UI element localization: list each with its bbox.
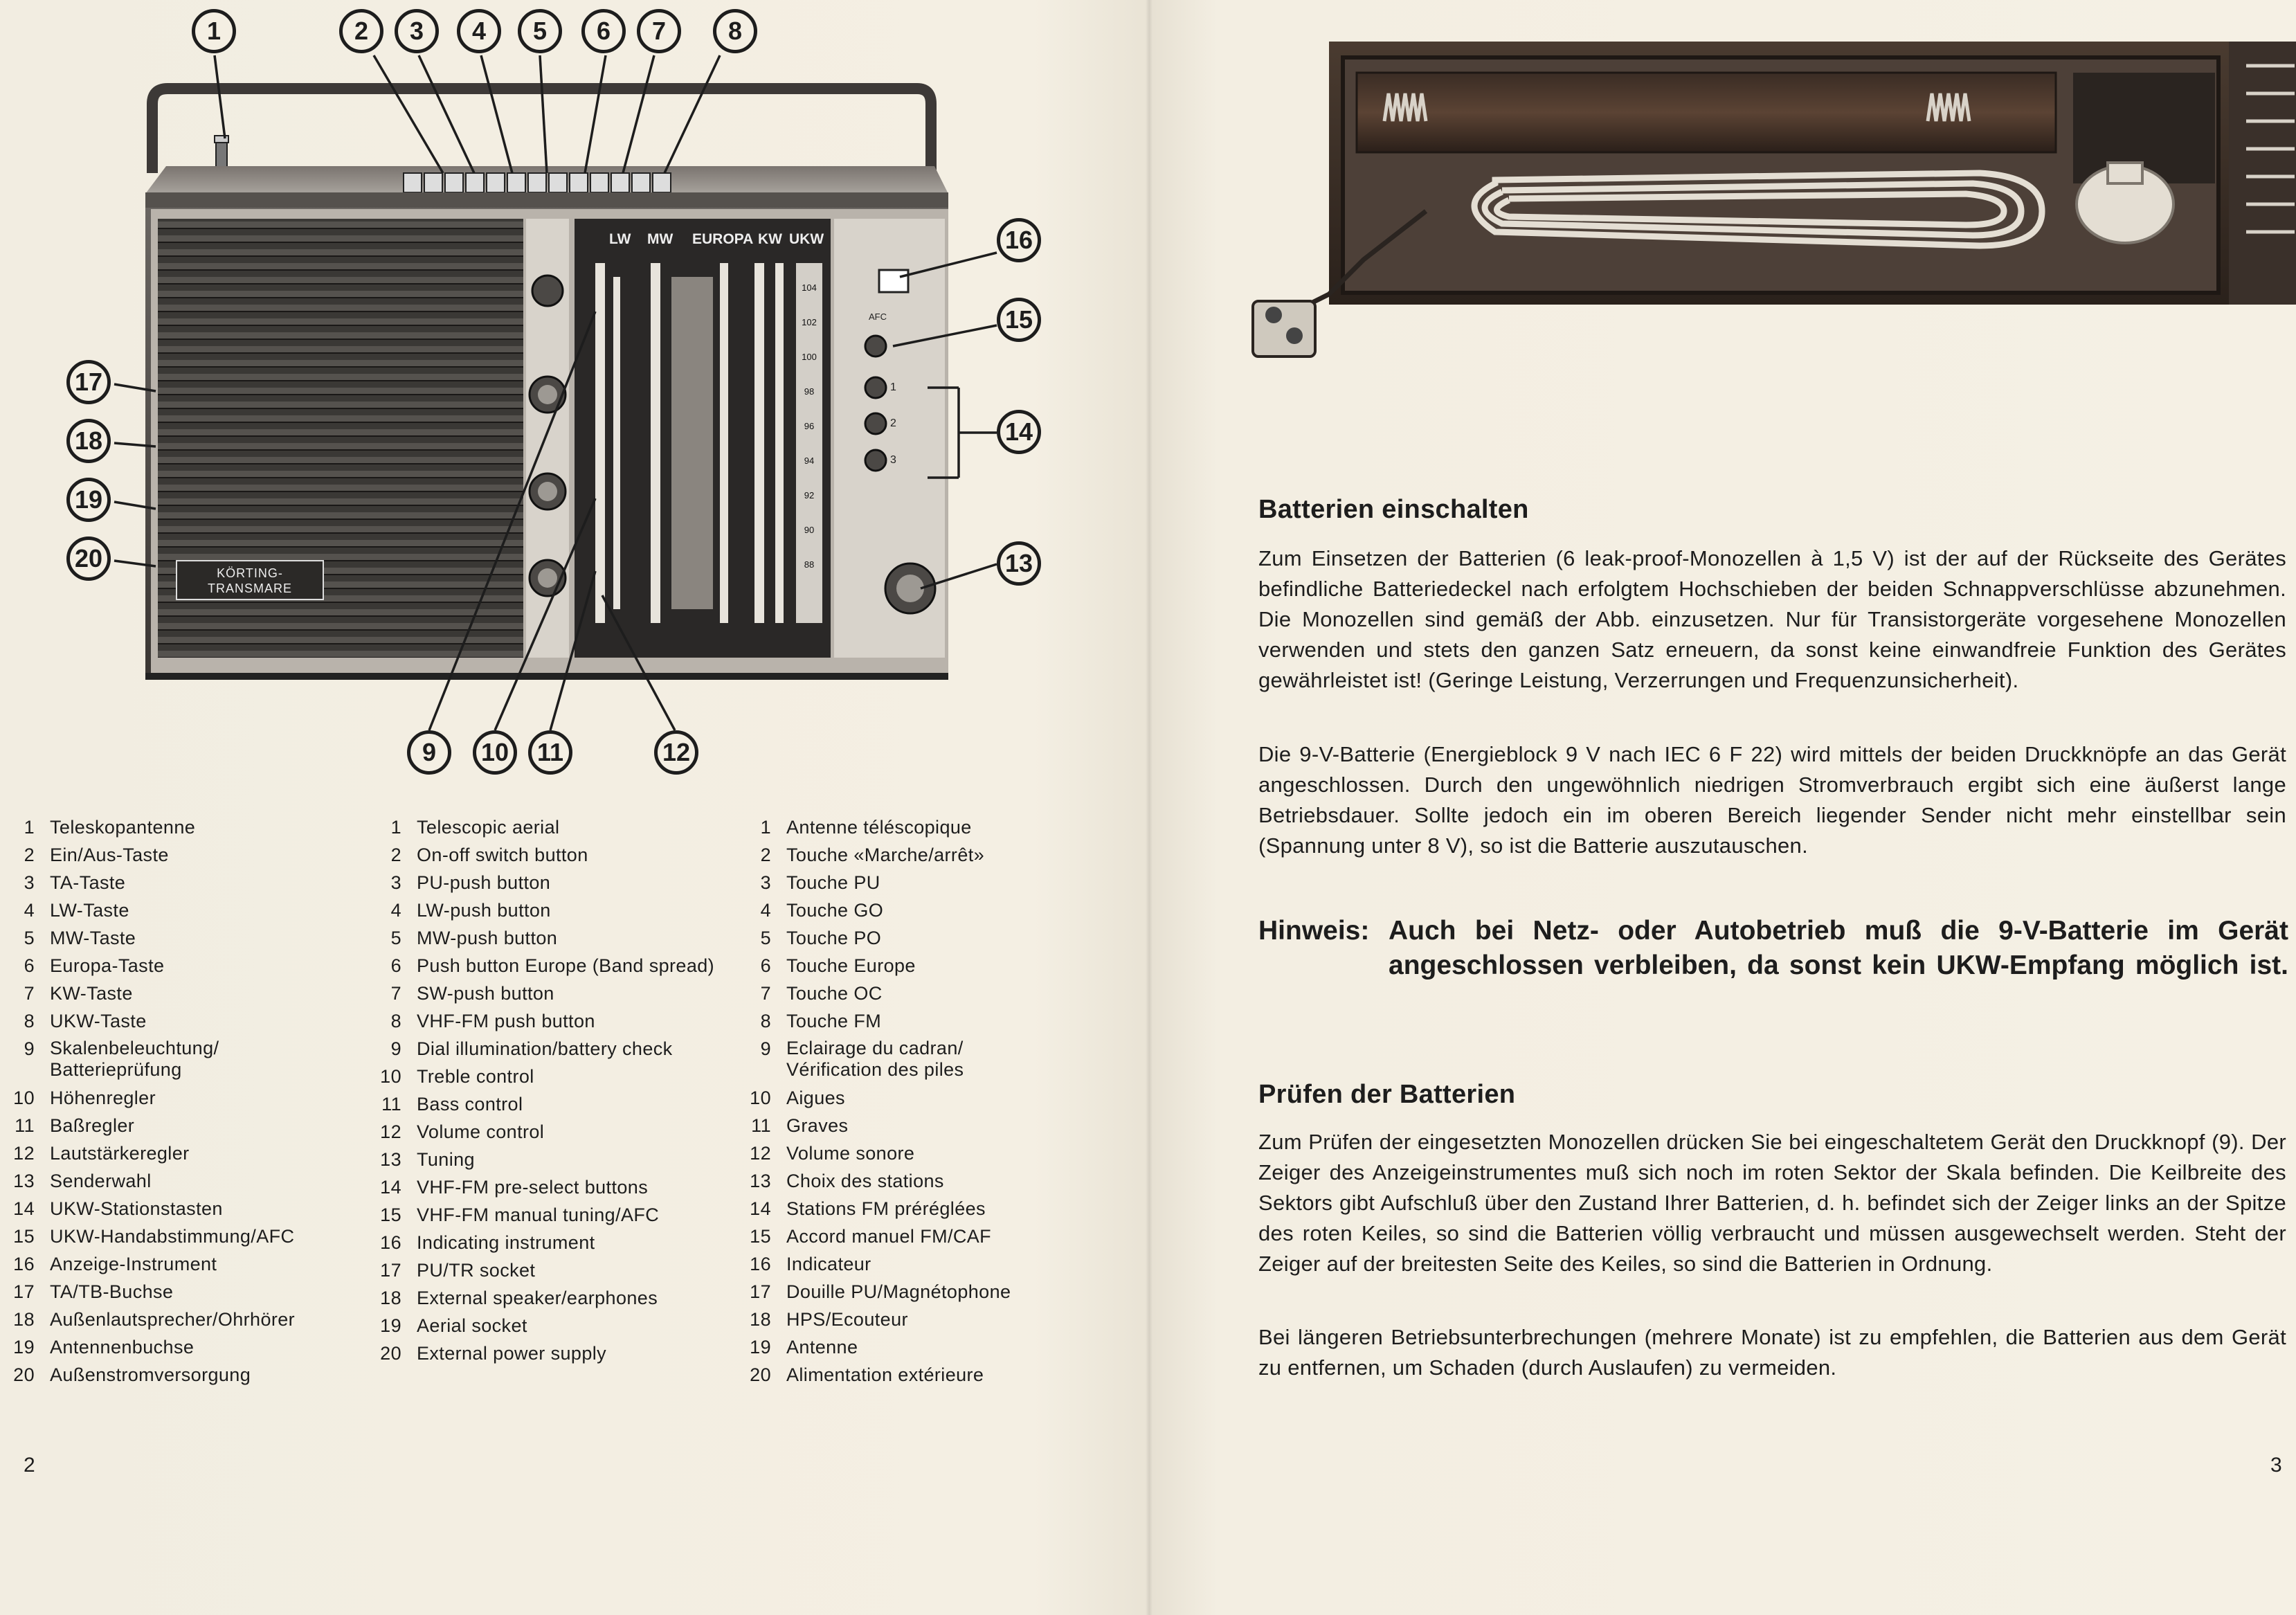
item-number: 2 <box>24 845 35 865</box>
parts-list-item <box>377 841 764 869</box>
callout-10: 10 <box>473 730 517 775</box>
item-number: 2 <box>390 845 401 865</box>
parts-list-item <box>746 924 1134 952</box>
parts-list-item <box>746 1333 1134 1361</box>
item-number: 12 <box>13 1143 35 1164</box>
parts-list-english <box>377 813 764 1367</box>
parts-list-item <box>10 952 335 980</box>
parts-list-item <box>377 1229 764 1256</box>
item-label: UKW-Handabstimmung/AFC <box>50 1226 295 1247</box>
item-number: 4 <box>24 900 35 921</box>
page-number-right: 3 <box>2270 1454 2282 1477</box>
section2-paragraph-1: Zum Prüfen der eingesetzten Monozellen drücken Sie bei eingeschaltetem Gerät den Druckknopf (9). Der Zeiger des Anzeigeinstrumentes muß sich noch im roten Sektor der Skala befinden. Die Keilbreite des Sektors gibt Aufschluß über den Zustand Ihrer Batterien, d. h. befindet sich der Zeiger links an der Spitze des roten Keiles, so sind die Batterien völlig verbraucht und müssen ausgewechselt werden. Steht der Zeiger auf der breitesten Seite des Keiles, so sind die Batterien in Ordnung. <box>1258 1130 2286 1276</box>
parts-list-item <box>746 1278 1134 1306</box>
callout-16: 16 <box>997 218 1041 262</box>
item-number: 1 <box>24 817 35 838</box>
callout-14: 14 <box>997 410 1041 454</box>
callout-12: 12 <box>654 730 698 775</box>
item-number: 7 <box>760 983 771 1004</box>
item-label: SW-push button <box>417 983 554 1004</box>
item-label: Antennenbuchse <box>50 1337 195 1357</box>
item-label: Touche PU <box>786 872 880 893</box>
parts-list-item <box>10 896 335 924</box>
parts-list-item <box>10 1278 335 1306</box>
item-number: 9 <box>760 1038 771 1059</box>
item-label: Graves <box>786 1115 849 1136</box>
item-label: Teleskopantenne <box>50 817 196 838</box>
callout-8: 8 <box>713 9 757 53</box>
parts-list-item <box>10 1306 335 1333</box>
item-label: Alimentation extérieure <box>786 1364 984 1385</box>
item-number: 10 <box>13 1088 35 1108</box>
item-label: Touche GO <box>786 900 884 921</box>
item-label: External speaker/earphones <box>417 1288 658 1308</box>
item-label: Tuning <box>417 1149 475 1170</box>
item-label: Außenlautsprecher/Ohrhörer <box>50 1309 296 1330</box>
item-label: Touche PO <box>786 928 882 948</box>
parts-list-item <box>746 1250 1134 1278</box>
item-number: 19 <box>750 1337 771 1357</box>
item-label: MW-push button <box>417 928 558 948</box>
item-number: 5 <box>760 928 771 948</box>
parts-list-item <box>377 1339 764 1367</box>
parts-list-item <box>10 1250 335 1278</box>
section-title-batteries-insert: Batterien einschalten <box>1258 495 1529 524</box>
item-label: Touche OC <box>786 983 883 1004</box>
item-label: Indicating instrument <box>417 1232 595 1253</box>
parts-list-item <box>377 896 764 924</box>
note-label: Hinweis: <box>1258 916 1370 946</box>
callout-5: 5 <box>518 9 562 53</box>
parts-list-item <box>10 813 335 841</box>
parts-list-item <box>746 1035 1134 1084</box>
item-label: Treble control <box>417 1066 534 1087</box>
item-number: 9 <box>390 1038 401 1059</box>
item-label: LW-push button <box>417 900 551 921</box>
item-number: 17 <box>13 1281 35 1302</box>
item-label: Douille PU/Magnétophone <box>786 1281 1011 1302</box>
item-number: 1 <box>390 817 401 838</box>
note-text: Auch bei Netz- oder Autobetrieb muß die 9-V-Batterie im Gerät angeschlossen verbleiben, da sonst kein UKW-Empfang möglich ist. <box>1389 916 2288 980</box>
item-number: 16 <box>13 1254 35 1274</box>
section1-paragraph-2: Die 9-V-Batterie (Energieblock 9 V nach IEC 6 F 22) wird mittels der beiden Druckknöpfe an das Gerät angeschlossen. Durch den ungewöhnlich niedrigen Stromverbrauch ergibt sich eine äußerst lange Betriebsdauer. Sollte jedoch ein im oberen Bereich liegender Sender nicht mehr einstellbar sein (Spannung unter 8 V), so ist die Batterie auszutauschen. <box>1258 742 2286 858</box>
parts-list-item <box>746 841 1134 869</box>
svg-text:100: 100 <box>802 352 817 362</box>
callout-18: 18 <box>66 419 111 463</box>
item-number: 9 <box>24 1038 35 1059</box>
svg-text:2: 2 <box>890 417 896 429</box>
item-number: 14 <box>13 1198 35 1219</box>
item-label: VHF-FM push button <box>417 1011 595 1031</box>
item-label: Choix des stations <box>786 1171 944 1191</box>
item-number: 12 <box>380 1121 401 1142</box>
item-label: On-off switch button <box>417 845 588 865</box>
parts-list-item <box>746 1306 1134 1333</box>
item-label: Aigues <box>786 1088 845 1108</box>
callout-4: 4 <box>457 9 501 53</box>
parts-list-item <box>377 980 764 1007</box>
item-number: 3 <box>390 872 401 893</box>
item-label: Volume control <box>417 1121 545 1142</box>
callout-1: 1 <box>192 9 236 53</box>
parts-list-item <box>10 1035 335 1084</box>
parts-list-item <box>377 1312 764 1339</box>
item-number: 16 <box>380 1232 401 1253</box>
svg-text:3: 3 <box>890 454 896 466</box>
callout-6: 6 <box>581 9 626 53</box>
item-number: 20 <box>380 1343 401 1364</box>
item-number: 5 <box>24 928 35 948</box>
svg-text:88: 88 <box>804 559 815 570</box>
callout-19: 19 <box>66 478 111 522</box>
parts-list-item <box>377 1146 764 1173</box>
item-number: 20 <box>750 1364 771 1385</box>
item-label: Aerial socket <box>417 1315 527 1336</box>
item-number: 5 <box>390 928 401 948</box>
svg-text:92: 92 <box>804 490 815 500</box>
callout-7: 7 <box>637 9 681 53</box>
item-label: Skalenbeleuchtung/ Batterieprüfung <box>50 1038 219 1080</box>
svg-text:96: 96 <box>804 421 815 431</box>
svg-text:98: 98 <box>804 386 815 397</box>
parts-list-item <box>377 1090 764 1118</box>
callout-9: 9 <box>407 730 451 775</box>
item-number: 7 <box>390 983 401 1004</box>
svg-text:AFC: AFC <box>869 312 887 322</box>
callout-leader-lines <box>0 0 1149 775</box>
callout-3: 3 <box>395 9 439 53</box>
item-label: MW-Taste <box>50 928 136 948</box>
parts-list-item <box>377 952 764 980</box>
brand-plate-line1: KÖRTING- <box>217 566 283 580</box>
item-number: 6 <box>760 955 771 976</box>
parts-list-item <box>377 1284 764 1312</box>
parts-list-french <box>746 813 1134 1389</box>
item-label: Außenstromversorgung <box>50 1364 251 1385</box>
parts-list-item <box>10 841 335 869</box>
item-number: 14 <box>380 1177 401 1198</box>
parts-list-item <box>10 1361 335 1389</box>
item-label: Volume sonore <box>786 1143 915 1164</box>
item-label: Bass control <box>417 1094 523 1115</box>
item-number: 3 <box>760 872 771 893</box>
item-label: LW-Taste <box>50 900 129 921</box>
parts-list-item <box>746 1222 1134 1250</box>
item-label: Baßregler <box>50 1115 135 1136</box>
item-label: Lautstärkeregler <box>50 1143 190 1164</box>
item-number: 14 <box>750 1198 771 1219</box>
parts-list-item <box>10 924 335 952</box>
item-label: UKW-Stationstasten <box>50 1198 223 1219</box>
item-label: VHF-FM pre-select buttons <box>417 1177 649 1198</box>
parts-list-item <box>746 896 1134 924</box>
callout-11: 11 <box>528 730 572 775</box>
section1-paragraph-1: Zum Einsetzen der Batterien (6 leak-proof-Monozellen à 1,5 V) ist der auf der Rückseite des Gerätes befindliche Batteriedeckel nach erfolgtem Hochschieben der beiden Schnappverschlüsse abzunehmen. Die Monozellen sind gemäß der Abb. einzusetzen. Nur für Transistorgeräte vorgesehene Monozellen verwenden und stets den ganzen Satz erneuern, da sonst keine einwandfreie Funktion des Gerätes gewährleistet ist! (Geringe Leistung, Verzerrungen und Frequenzunsicherheit). <box>1258 546 2286 692</box>
item-number: 16 <box>750 1254 771 1274</box>
svg-text:KW: KW <box>758 231 782 247</box>
item-label: Stations FM préréglées <box>786 1198 986 1219</box>
callout-2: 2 <box>339 9 383 53</box>
item-label: Touche «Marche/arrêt» <box>786 845 985 865</box>
item-number: 10 <box>380 1066 401 1087</box>
svg-text:1: 1 <box>890 381 896 393</box>
item-label: Telescopic aerial <box>417 817 560 838</box>
item-number: 13 <box>750 1171 771 1191</box>
item-label: Dial illumination/battery check <box>417 1038 673 1059</box>
svg-text:MW: MW <box>647 231 674 247</box>
parts-list-item <box>377 1063 764 1090</box>
parts-list-item <box>10 1333 335 1361</box>
parts-list-item <box>377 1201 764 1229</box>
item-label: Touche FM <box>786 1011 882 1031</box>
parts-list-item <box>10 1139 335 1167</box>
item-label: Touche Europe <box>786 955 916 976</box>
parts-list-german <box>10 813 335 1389</box>
brand-plate-line2: TRANSMARE <box>207 581 293 595</box>
band-labels: LW <box>609 231 631 247</box>
item-label: KW-Taste <box>50 983 133 1004</box>
parts-list-item <box>377 1118 764 1146</box>
item-label: TA/TB-Buchse <box>50 1281 174 1302</box>
item-number: 10 <box>750 1088 771 1108</box>
item-label: Anzeige-Instrument <box>50 1254 217 1274</box>
item-label: Höhenregler <box>50 1088 156 1108</box>
parts-list-item <box>10 980 335 1007</box>
parts-list-item <box>10 1195 335 1222</box>
item-number: 12 <box>750 1143 771 1164</box>
parts-list-item <box>377 813 764 841</box>
parts-list-item <box>377 1007 764 1035</box>
item-number: 11 <box>15 1115 35 1136</box>
item-number: 4 <box>390 900 401 921</box>
item-number: 3 <box>24 872 35 893</box>
item-label: TA-Taste <box>50 872 126 893</box>
parts-list-item <box>746 1361 1134 1389</box>
parts-list-item <box>746 1112 1134 1139</box>
parts-list-item <box>746 1007 1134 1035</box>
item-number: 18 <box>13 1309 35 1330</box>
item-number: 15 <box>13 1226 35 1247</box>
item-number: 18 <box>380 1288 401 1308</box>
item-number: 20 <box>13 1364 35 1385</box>
item-number: 11 <box>381 1094 401 1115</box>
parts-list-item <box>10 1167 335 1195</box>
item-number: 19 <box>380 1315 401 1336</box>
parts-list-item <box>377 1173 764 1201</box>
parts-list-item <box>10 1222 335 1250</box>
callout-13: 13 <box>997 541 1041 586</box>
parts-list-item <box>746 1167 1134 1195</box>
item-label: Push button Europe (Band spread) <box>417 955 715 976</box>
item-label: Europa-Taste <box>50 955 165 976</box>
parts-list-item <box>746 1195 1134 1222</box>
item-number: 2 <box>760 845 771 865</box>
parts-list-item <box>746 952 1134 980</box>
item-label: Accord manuel FM/CAF <box>786 1226 992 1247</box>
callout-17: 17 <box>66 360 111 404</box>
battery-compartment-photo <box>1246 38 2296 398</box>
item-number: 6 <box>24 955 35 976</box>
item-label: HPS/Ecouteur <box>786 1309 908 1330</box>
parts-list-item <box>746 1084 1134 1112</box>
svg-text:UKW: UKW <box>789 231 824 247</box>
item-number: 4 <box>760 900 771 921</box>
item-number: 15 <box>380 1205 401 1225</box>
svg-text:90: 90 <box>804 525 815 535</box>
item-number: 7 <box>24 983 35 1004</box>
parts-list-item <box>10 1084 335 1112</box>
item-label: Indicateur <box>786 1254 871 1274</box>
item-label: External power supply <box>417 1343 607 1364</box>
item-number: 1 <box>760 817 771 838</box>
svg-text:94: 94 <box>804 455 815 466</box>
svg-text:102: 102 <box>802 317 817 327</box>
callout-15: 15 <box>997 298 1041 342</box>
item-number: 17 <box>750 1281 771 1302</box>
parts-list-item <box>377 869 764 896</box>
item-number: 19 <box>13 1337 35 1357</box>
parts-list-item <box>746 813 1134 841</box>
parts-list-item <box>10 869 335 896</box>
item-label: PU-push button <box>417 872 551 893</box>
item-label: Eclairage du cadran/ Vérification des piles <box>786 1038 964 1080</box>
svg-text:104: 104 <box>802 282 817 293</box>
item-number: 13 <box>380 1149 401 1170</box>
parts-list-item <box>746 1139 1134 1167</box>
item-number: 8 <box>24 1011 35 1031</box>
item-label: VHF-FM manual tuning/AFC <box>417 1205 660 1225</box>
svg-text:EUROPA: EUROPA <box>692 231 754 247</box>
item-number: 15 <box>750 1226 771 1247</box>
section2-paragraph-2: Bei längeren Betriebsunterbrechungen (mehrere Monate) ist zu empfehlen, die Batterien aus dem Gerät zu entfernen, um Schaden (durch Auslaufen) zu vermeiden. <box>1258 1325 2286 1380</box>
page-number-left: 2 <box>24 1454 35 1477</box>
item-label: Antenne <box>786 1337 858 1357</box>
item-number: 17 <box>380 1260 401 1281</box>
item-number: 13 <box>13 1171 35 1191</box>
item-number: 8 <box>760 1011 771 1031</box>
parts-list-item <box>10 1007 335 1035</box>
item-number: 6 <box>390 955 401 976</box>
parts-list-item <box>746 980 1134 1007</box>
item-number: 11 <box>751 1115 771 1136</box>
item-label: UKW-Taste <box>50 1011 147 1031</box>
parts-list-item <box>377 1035 764 1063</box>
parts-list-item <box>746 869 1134 896</box>
item-number: 8 <box>390 1011 401 1031</box>
item-label: PU/TR socket <box>417 1260 536 1281</box>
parts-list-item <box>377 1256 764 1284</box>
item-label: Senderwahl <box>50 1171 152 1191</box>
parts-list-item <box>10 1112 335 1139</box>
item-label: Antenne téléscopique <box>786 817 972 838</box>
parts-list-item <box>377 924 764 952</box>
item-number: 18 <box>750 1309 771 1330</box>
callout-20: 20 <box>66 536 111 581</box>
section-title-battery-check: Prüfen der Batterien <box>1258 1080 1516 1109</box>
item-label: Ein/Aus-Taste <box>50 845 169 865</box>
